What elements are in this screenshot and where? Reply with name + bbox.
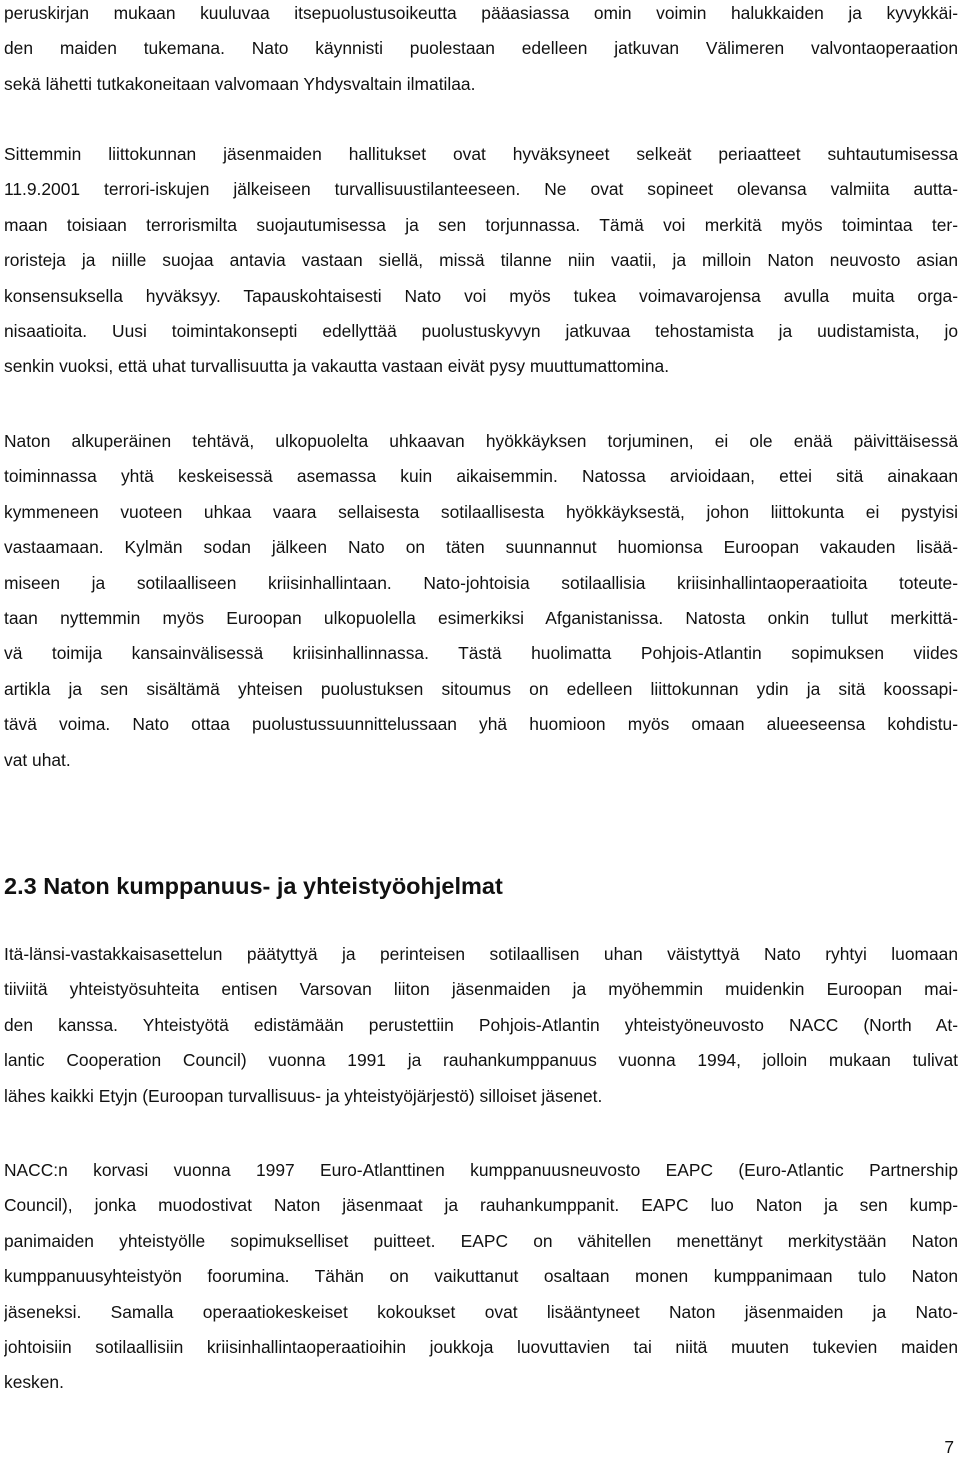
text-line: kesken. [4,1372,64,1393]
text-line: johtoisiin sotilaallisiin kriisinhallintaoperaatioihin joukkoja luovuttavien tai niitä muuten tukevien maiden [4,1336,958,1357]
text-line: miseen ja sotilaalliseen kriisinhallintaan. Nato-johtoisia sotilaallisia kriisinhallintaoperaatioita toteute- [4,572,958,593]
section-heading: 2.3 Naton kumppanuus- ja yhteistyöohjelmat [4,872,503,899]
text-line: konsensuksella hyväksyy. Tapauskohtaisesti Nato voi myös tukea voimavarojensa avulla muita orga- [4,285,958,306]
paragraph-cooperation [4,937,958,1114]
text-line: Council), jonka muodostivat Naton jäsenmaat ja rauhankumppanit. EAPC luo Naton ja sen kump- [4,1195,958,1216]
page-number: 7 [944,1437,954,1457]
text-line: lantic Cooperation Council) vuonna 1991 ja rauhankumppanuus vuonna 1994, jolloin mukaan tulivat [4,1050,958,1071]
text-line: tävä voima. Nato ottaa puolustussuunnittelussaan yhä huomioon myös omaan alueeseensa kohdistu- [4,714,958,735]
text-line: tiiviitä yhteistyösuhteita entisen Varsovan liiton jäsenmaiden ja myöhemmin muidenkin Euroopan mai- [4,979,958,1000]
paragraph-original-mission [4,424,958,778]
text-line: NACC:n korvasi vuonna 1997 Euro-Atlanttinen kumppanuusneuvosto EAPC (Euro-Atlantic Partnership [4,1160,958,1180]
text-line: Naton alkuperäinen tehtävä, ulkopuolelta uhkaavan hyökkäyksen torjuminen, ei ole enää päivittäisessä [4,431,958,451]
text-line: roristeja ja niille suojaa antavia vastaan siellä, missä tilanne niin vaatii, ja milloin Naton neuvosto asian [4,250,958,271]
text-line: vat uhat. [4,749,71,770]
text-line: den kanssa. Yhteistyötä edistämään perustettiin Pohjois-Atlantin yhteistyöneuvosto NACC (North At- [4,1014,958,1035]
text-line: kymmeneen vuoteen uhkaa vaara sellaisesta sotilaallisesta hyökkäyksestä, johon liittokunta ei pystyisi [4,501,958,522]
text-line: artikla ja sen sisältämä yhteisen puolustuksen sitoumus on edelleen liittokunnan ydin ja sitä koossapi- [4,678,958,699]
text-line: Sittemmin liittokunnan jäsenmaiden hallitukset ovat hyväksyneet selkeät periaatteet suhtautumisessa [4,144,958,164]
text-line: vä toimija kansainvälisessä kriisinhallinnassa. Tästä huolimatta Pohjois-Atlantin sopimuksen viides [4,643,958,664]
paragraph-eapc [4,1153,958,1401]
text-line: Itä-länsi-vastakkaisasettelun päätyttyä ja perinteisen sotilaallisen uhan väistyttyä Nato ryhtyi luomaan [4,944,958,964]
text-line: sekä lähetti tutkakoneitaan valvomaan Yhdysvaltain ilmatilaa. [4,73,476,94]
text-line: kumppanuusyhteistyön foorumina. Tähän on vaikuttanut osaltaan monen kumppanimaan tulo Naton [4,1266,958,1287]
text-line: jäseneksi. Samalla operaatiokeskeiset kokoukset ovat lisääntyneet Naton jäsenmaiden ja Nato- [4,1301,958,1322]
text-line: senkin vuoksi, että uhat turvallisuutta ja vakautta vastaan eivät pysy muuttumattomina. [4,356,670,377]
text-line: lähes kaikki Etyjn (Euroopan turvallisuus- ja yhteistyöjärjestö) silloiset jäsenet. [4,1085,603,1106]
text-line: nisaatioita. Uusi toimintakonsepti edellyttää puolustuskyvyn jatkuvaa tehostamista ja uudistamista, jo [4,320,958,341]
text-line: vastaamaan. Kylmän sodan jälkeen Nato on täten suunnannut huomionsa Euroopan vakauden lisää- [4,537,958,558]
text-line: panimaiden yhteistyölle sopimukselliset puitteet. EAPC on vähitellen menettänyt merkitystään Naton [4,1230,958,1251]
paragraph-self-defense [4,0,958,102]
text-line: peruskirjan mukaan kuuluvaa itsepuolustusoikeutta pääasiassa omin voimin halukkaiden ja kyvykkäi- [4,3,958,23]
text-line: taan nyttemmin myös Euroopan ulkopuolella esimerkiksi Afganistanissa. Natosta onkin tullut merkittä- [4,607,958,628]
paragraph-terror-policy [4,137,958,385]
text-line: maan toisiaan terrorismilta suojautumisessa ja sen torjunnassa. Tämä voi merkitä myös toimintaa ter- [4,214,958,235]
text-line: den maiden tukemana. Nato käynnisti puolestaan edelleen jatkuvan Välimeren valvontaoperaation [4,38,958,59]
text-line: toiminnassa yhtä keskeisessä asemassa kuin aikaisemmin. Natossa arvioidaan, ettei sitä ainakaan [4,466,958,487]
text-line: 11.9.2001 terrori-iskujen jälkeiseen turvallisuustilanteeseen. Ne ovat sopineet olevansa valmiita autta- [4,179,958,200]
